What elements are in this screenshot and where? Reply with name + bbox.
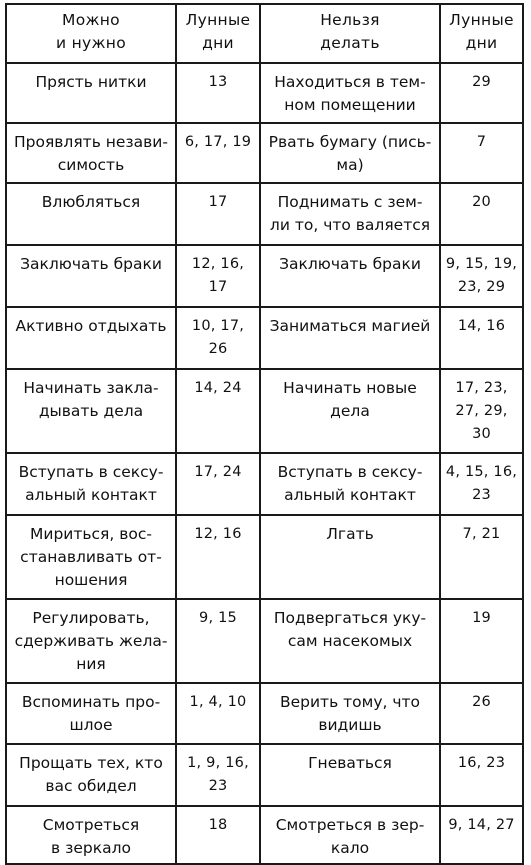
lunar-days-table — [5, 3, 524, 865]
can-days: 9, 15 — [176, 599, 260, 683]
can-days: 17, 24 — [176, 453, 260, 515]
can-days: 12, 16 — [176, 515, 260, 599]
cannot-activity: Смотреться в зер- кало — [260, 806, 440, 864]
table-row — [6, 369, 523, 453]
cannot-days: 14, 16 — [440, 307, 523, 369]
table-row — [6, 183, 523, 245]
lunar-days-table-wrapper — [5, 3, 524, 865]
can-days: 18 — [176, 806, 260, 864]
can-activity: Вступать в сексу- альный контакт — [6, 453, 176, 515]
cannot-days: 20 — [440, 183, 523, 245]
cannot-activity: Рвать бумагу (пись- ма) — [260, 123, 440, 183]
cannot-activity: Находиться в тем- ном помещении — [260, 63, 440, 123]
can-days: 1, 9, 16, 23 — [176, 744, 260, 806]
cannot-activity: Начинать новые дела — [260, 369, 440, 453]
can-days: 17 — [176, 183, 260, 245]
cannot-activity: Вступать в сексу- альный контакт — [260, 453, 440, 515]
header-can: Можно и нужно — [6, 4, 176, 63]
table-row — [6, 307, 523, 369]
table-row — [6, 123, 523, 183]
table-row — [6, 599, 523, 683]
cannot-days: 19 — [440, 599, 523, 683]
can-days: 14, 24 — [176, 369, 260, 453]
table-row — [6, 453, 523, 515]
table-row — [6, 683, 523, 744]
header-cannot-days: Лунные дни — [440, 4, 523, 63]
table-row — [6, 63, 523, 123]
cannot-days: 26 — [440, 683, 523, 744]
cannot-activity: Подвергаться уку- сам насекомых — [260, 599, 440, 683]
cannot-activity: Лгать — [260, 515, 440, 599]
can-activity: Смотреться в зеркало — [6, 806, 176, 864]
can-activity: Мириться, вос- станавливать от- ношения — [6, 515, 176, 599]
header-row — [6, 4, 523, 63]
cannot-activity: Заключать браки — [260, 245, 440, 307]
can-days: 13 — [176, 63, 260, 123]
cannot-activity: Гневаться — [260, 744, 440, 806]
header-cannot: Нельзя делать — [260, 4, 440, 63]
can-days: 12, 16, 17 — [176, 245, 260, 307]
can-activity: Активно отдыхать — [6, 307, 176, 369]
cannot-days: 16, 23 — [440, 744, 523, 806]
cannot-days: 7 — [440, 123, 523, 183]
cannot-activity: Поднимать с зем- ли то, что валяется — [260, 183, 440, 245]
can-activity: Начинать закла- дывать дела — [6, 369, 176, 453]
table-row — [6, 515, 523, 599]
can-activity: Прясть нитки — [6, 63, 176, 123]
can-activity: Вспоминать про- шлое — [6, 683, 176, 744]
table-row — [6, 744, 523, 806]
cannot-days: 9, 15, 19, 23, 29 — [440, 245, 523, 307]
can-days: 1, 4, 10 — [176, 683, 260, 744]
can-activity: Влюбляться — [6, 183, 176, 245]
can-days: 6, 17, 19 — [176, 123, 260, 183]
cannot-days: 29 — [440, 63, 523, 123]
table-row — [6, 806, 523, 864]
can-activity: Заключать браки — [6, 245, 176, 307]
cannot-days: 7, 21 — [440, 515, 523, 599]
cannot-activity: Заниматься магией — [260, 307, 440, 369]
cannot-days: 17, 23, 27, 29, 30 — [440, 369, 523, 453]
can-days: 10, 17, 26 — [176, 307, 260, 369]
cannot-activity: Верить тому, что видишь — [260, 683, 440, 744]
table-row — [6, 245, 523, 307]
cannot-days: 9, 14, 27 — [440, 806, 523, 864]
cannot-days: 4, 15, 16, 23 — [440, 453, 523, 515]
can-activity: Регулировать, сдерживать жела- ния — [6, 599, 176, 683]
header-can-days: Лунные дни — [176, 4, 260, 63]
can-activity: Прощать тех, кто вас обидел — [6, 744, 176, 806]
can-activity: Проявлять незави- симость — [6, 123, 176, 183]
